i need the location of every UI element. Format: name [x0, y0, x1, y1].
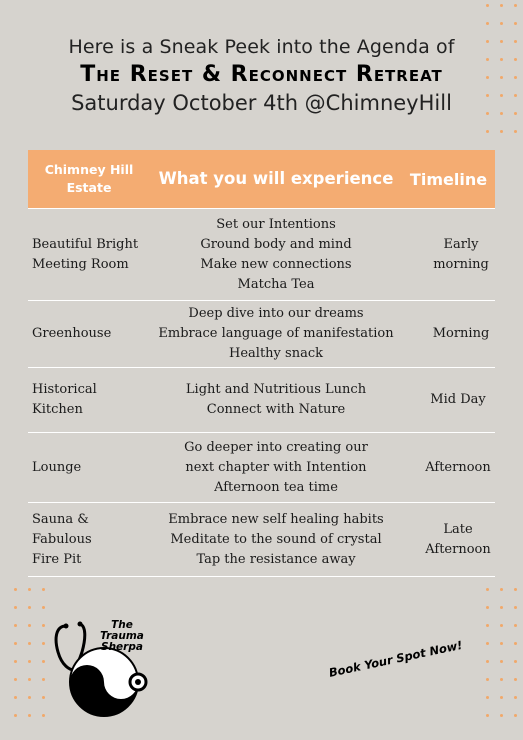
decorative-dot [514, 606, 517, 609]
table-row [28, 433, 495, 503]
decorative-dot [486, 22, 489, 25]
row-timeline-text: Late Afternoon [425, 521, 491, 557]
experience-item: Meditate to the sound of crystal [170, 531, 382, 547]
row-location-text: Sauna & Fabulous Fire Pit [32, 511, 92, 567]
decorative-dot [42, 678, 45, 681]
decorative-dot [14, 606, 17, 609]
decorative-dot [14, 588, 17, 591]
experience-item: Embrace new self healing habits [168, 511, 384, 527]
experience-item: Tap the resistance away [196, 551, 356, 567]
experience-item: Healthy snack [229, 346, 323, 361]
row-timeline [402, 433, 495, 503]
row-timeline-text: Afternoon [425, 459, 491, 475]
decorative-dot [500, 660, 503, 663]
experience-item: Connect with Nature [206, 402, 346, 417]
decorative-dot [500, 678, 503, 681]
retreat-title: The Reset & Reconnect Retreat [80, 62, 443, 87]
decorative-dot [500, 606, 503, 609]
row-location [28, 503, 150, 577]
decorative-dot [42, 714, 45, 717]
row-experience [150, 503, 402, 577]
decorative-dot [42, 642, 45, 645]
page-header [0, 36, 523, 115]
row-timeline-text: Early morning [433, 236, 489, 272]
experience-item: Make new connections [200, 256, 352, 272]
agenda-table [28, 150, 495, 577]
agenda-header-row [28, 150, 495, 209]
row-location-text: Greenhouse [32, 326, 112, 341]
row-timeline [402, 503, 495, 577]
decorative-dot [42, 696, 45, 699]
decorative-dot [500, 624, 503, 627]
decorative-dot [514, 714, 517, 717]
decorative-dot [500, 588, 503, 591]
decorative-dot [42, 606, 45, 609]
decorative-dot [500, 4, 503, 7]
decorative-dot [28, 588, 31, 591]
row-timeline [402, 209, 495, 301]
decorative-dot [28, 714, 31, 717]
row-timeline [402, 368, 495, 433]
experience-item: Deep dive into our dreams [188, 306, 364, 321]
decorative-dot [514, 130, 517, 133]
row-location [28, 209, 150, 301]
decorative-dot [28, 696, 31, 699]
decorative-dot [486, 624, 489, 627]
decorative-dot [14, 714, 17, 717]
decorative-dot [28, 624, 31, 627]
book-your-spot-cta[interactable]: Book Your Spot Now! [327, 637, 464, 680]
decorative-dot [486, 696, 489, 699]
decorative-dot [28, 660, 31, 663]
row-experience [150, 368, 402, 433]
experience-item: Set our Intentions [216, 216, 336, 232]
decorative-dot [500, 130, 503, 133]
header-location: Chimney Hill Estate [28, 150, 150, 209]
decorative-dot [514, 588, 517, 591]
row-location-text: Historical Kitchen [32, 382, 97, 417]
table-row [28, 209, 495, 301]
decorative-dots-bottom-right [486, 588, 516, 728]
decorative-dot [486, 4, 489, 7]
experience-item: Ground body and mind [200, 236, 352, 252]
decorative-dot [14, 642, 17, 645]
row-location [28, 368, 150, 433]
decorative-dot [486, 642, 489, 645]
decorative-dot [486, 660, 489, 663]
decorative-dot [14, 660, 17, 663]
decorative-dot [500, 696, 503, 699]
row-location-text: Beautiful Bright Meeting Room [32, 236, 139, 272]
intro-text: Here is a Sneak Peek into the Agenda of [68, 36, 455, 58]
row-location [28, 433, 150, 503]
decorative-dot [28, 642, 31, 645]
experience-item: next chapter with Intention [185, 459, 367, 475]
decorative-dot [500, 714, 503, 717]
decorative-dot [500, 642, 503, 645]
decorative-dot [14, 696, 17, 699]
row-experience [150, 301, 402, 368]
row-experience [150, 433, 402, 503]
table-row [28, 301, 495, 368]
experience-item: Afternoon tea time [214, 479, 338, 495]
agenda-body [28, 209, 495, 577]
decorative-dot [486, 130, 489, 133]
header-timeline: Timeline [402, 150, 495, 209]
row-timeline [402, 301, 495, 368]
decorative-dot [42, 588, 45, 591]
row-experience [150, 209, 402, 301]
experience-item: Embrace language of manifestation [158, 326, 394, 341]
row-timeline-text: Morning [432, 326, 490, 341]
experience-item: Light and Nutritious Lunch [185, 382, 367, 397]
table-row [28, 368, 495, 433]
decorative-dot [514, 660, 517, 663]
decorative-dot [486, 588, 489, 591]
decorative-dot [28, 606, 31, 609]
decorative-dot [14, 624, 17, 627]
decorative-dot [14, 678, 17, 681]
table-row [28, 503, 495, 577]
experience-item: Go deeper into creating our [184, 439, 368, 455]
decorative-dot [514, 624, 517, 627]
decorative-dot [514, 4, 517, 7]
header-experience: What you will experience [150, 150, 402, 209]
decorative-dot [28, 678, 31, 681]
decorative-dot [514, 22, 517, 25]
row-location-text: Lounge [32, 459, 82, 475]
row-timeline-text: Mid Day [430, 392, 486, 407]
brand-name: The Trauma Sherpa [100, 619, 144, 653]
decorative-dot [42, 660, 45, 663]
decorative-dot [514, 642, 517, 645]
experience-item: Matcha Tea [237, 276, 315, 292]
decorative-dots-bottom-left [14, 588, 44, 728]
decorative-dot [500, 22, 503, 25]
decorative-dot [486, 606, 489, 609]
decorative-dot [486, 714, 489, 717]
decorative-dot [514, 696, 517, 699]
decorative-dot [42, 624, 45, 627]
decorative-dot [486, 678, 489, 681]
event-date: Saturday October 4th @ChimneyHill [71, 91, 452, 115]
decorative-dot [514, 678, 517, 681]
row-location [28, 301, 150, 368]
